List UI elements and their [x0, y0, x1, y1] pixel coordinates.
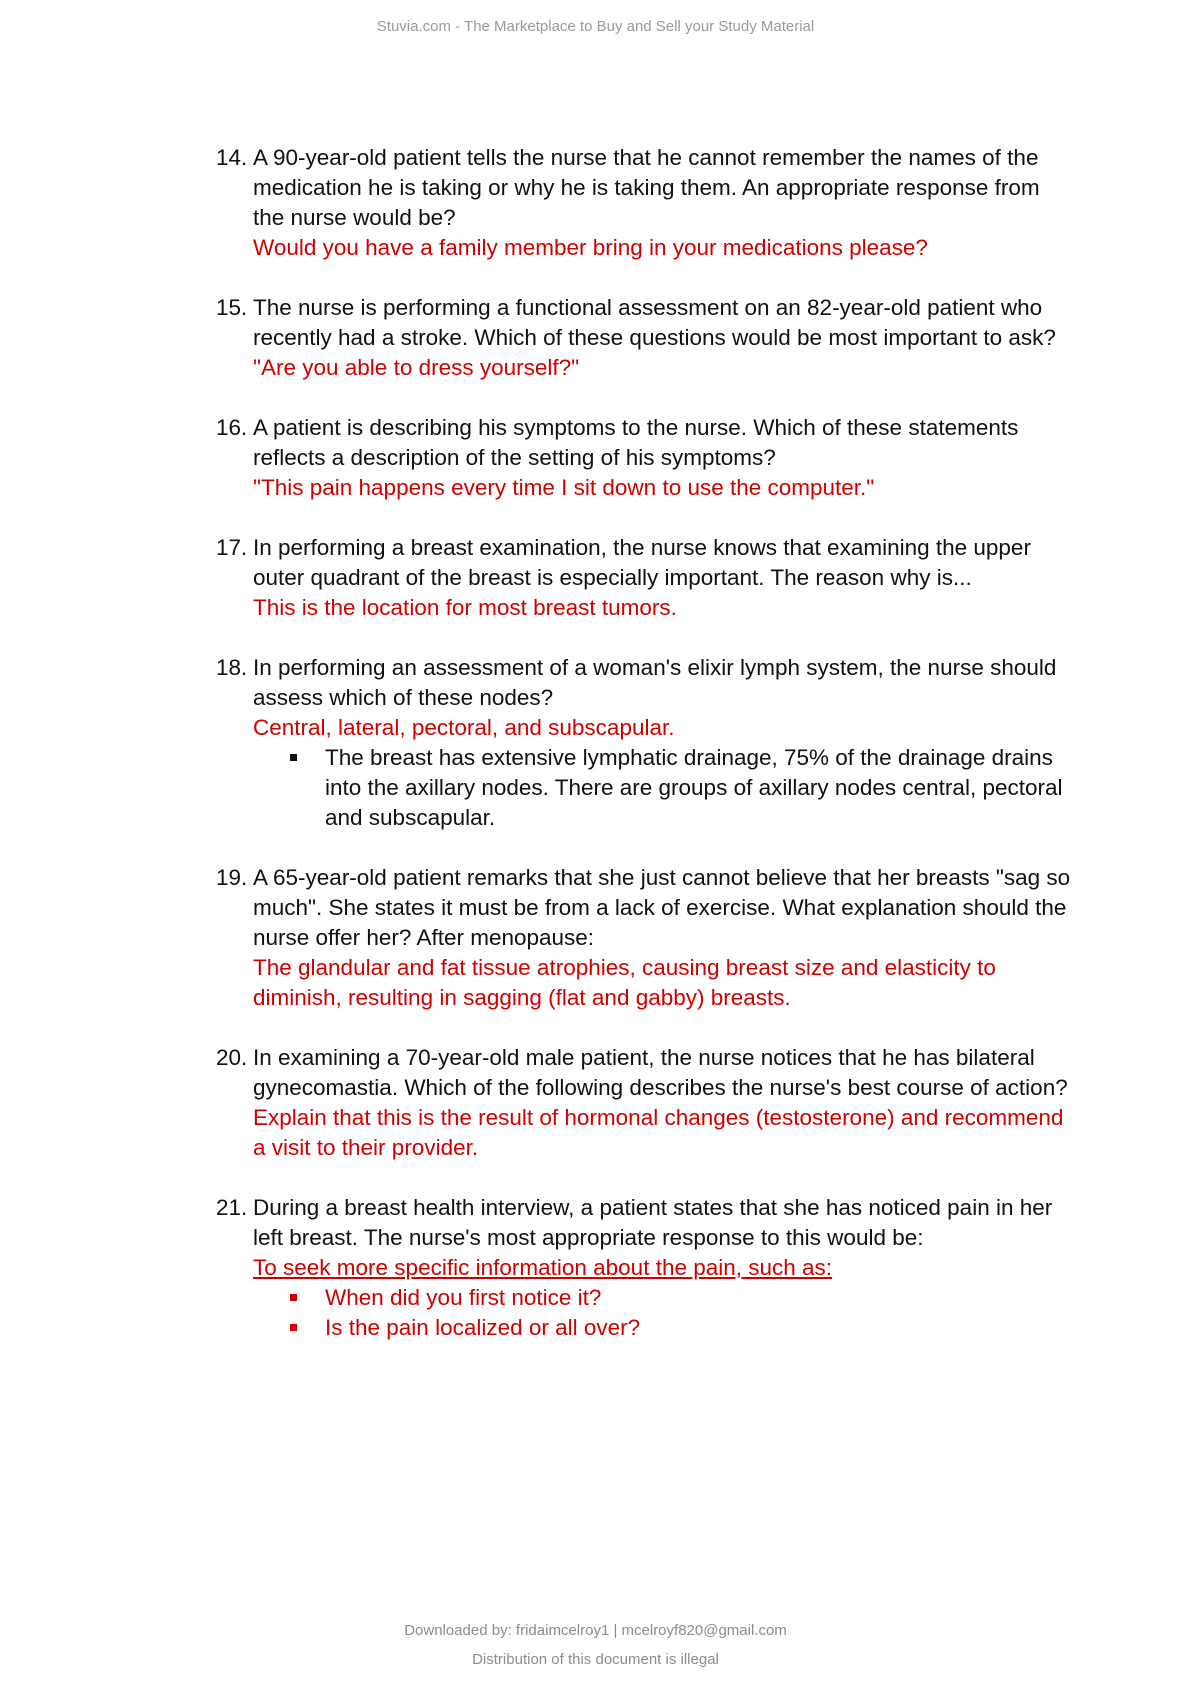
question-number: 16.	[216, 415, 248, 440]
question-number: 21.	[216, 1195, 248, 1220]
question-20	[216, 1043, 1076, 1163]
followup-question-list	[253, 1283, 1076, 1343]
list-item-text: Is the pain localized or all over?	[325, 1315, 641, 1340]
question-19	[216, 863, 1076, 1013]
question-text: During a breast health interview, a patient states that she has noticed pain in her left breast. The nurse's most appropriate response to this would be:	[253, 1195, 1053, 1250]
question-text: A 65-year-old patient remarks that she just cannot believe that her breasts "sag so much". She states it must be from a lack of exercise. What explanation should the nurse offer her? After menopause:	[253, 865, 1071, 950]
answer-text: Central, lateral, pectoral, and subscapular.	[253, 715, 675, 740]
question-17	[216, 533, 1076, 623]
square-bullet-icon	[290, 1294, 297, 1301]
question-text: In performing an assessment of a woman's elixir lymph system, the nurse should assess which of these nodes?	[253, 655, 1057, 710]
document-body	[216, 143, 1076, 1373]
question-16	[216, 413, 1076, 503]
question-number: 18.	[216, 655, 248, 680]
answer-text: To seek more specific information about the pain, such as:	[253, 1255, 833, 1280]
list-item	[325, 1313, 1076, 1343]
answer-text: "This pain happens every time I sit down to use the computer."	[253, 475, 875, 500]
answer-text: The glandular and fat tissue atrophies, causing breast size and elasticity to diminish, resulting in sagging (flat and gabby) breasts.	[253, 955, 996, 1010]
download-info: Downloaded by: fridaimcelroy1 | mcelroyf820@gmail.com	[404, 1622, 787, 1639]
answer-text: "Are you able to dress yourself?"	[253, 355, 580, 380]
question-21	[216, 1193, 1076, 1343]
question-number: 19.	[216, 865, 248, 890]
answer-text: Would you have a family member bring in your medications please?	[253, 235, 928, 260]
list-item-text: The breast has extensive lymphatic drainage, 75% of the drainage drains into the axillary nodes. There are groups of axillary nodes central, pectoral and subscapular.	[325, 745, 1063, 830]
question-number: 14.	[216, 145, 248, 170]
list-item	[325, 1283, 1076, 1313]
question-number: 17.	[216, 535, 248, 560]
question-text: The nurse is performing a functional assessment on an 82-year-old patient who recently had a stroke. Which of these questions would be most important to ask?	[253, 295, 1056, 350]
question-number: 20.	[216, 1045, 248, 1070]
list-item	[325, 743, 1076, 833]
question-text: In examining a 70-year-old male patient, the nurse notices that he has bilateral gynecomastia. Which of the following describes the nurse's best course of action?	[253, 1045, 1068, 1100]
answer-text: Explain that this is the result of hormonal changes (testosterone) and recommend a visit to their provider.	[253, 1105, 1064, 1160]
question-14	[216, 143, 1076, 263]
question-number: 15.	[216, 295, 248, 320]
question-text: A 90-year-old patient tells the nurse that he cannot remember the names of the medication he is taking or why he is taking them. An appropriate response from the nurse would be?	[253, 145, 1040, 230]
question-18	[216, 653, 1076, 833]
question-text: A patient is describing his symptoms to the nurse. Which of these statements reflects a description of the setting of his symptoms?	[253, 415, 1019, 470]
square-bullet-icon	[290, 754, 297, 761]
question-text: In performing a breast examination, the nurse knows that examining the upper outer quadrant of the breast is especially important. The reason why is...	[253, 535, 1031, 590]
question-15	[216, 293, 1076, 383]
distribution-notice: Distribution of this document is illegal	[472, 1651, 719, 1668]
explanation-list	[253, 743, 1076, 833]
answer-text: This is the location for most breast tumors.	[253, 595, 677, 620]
square-bullet-icon	[290, 1324, 297, 1331]
list-item-text: When did you first notice it?	[325, 1285, 602, 1310]
page-header: Stuvia.com - The Marketplace to Buy and Sell your Study Material	[376, 18, 815, 35]
